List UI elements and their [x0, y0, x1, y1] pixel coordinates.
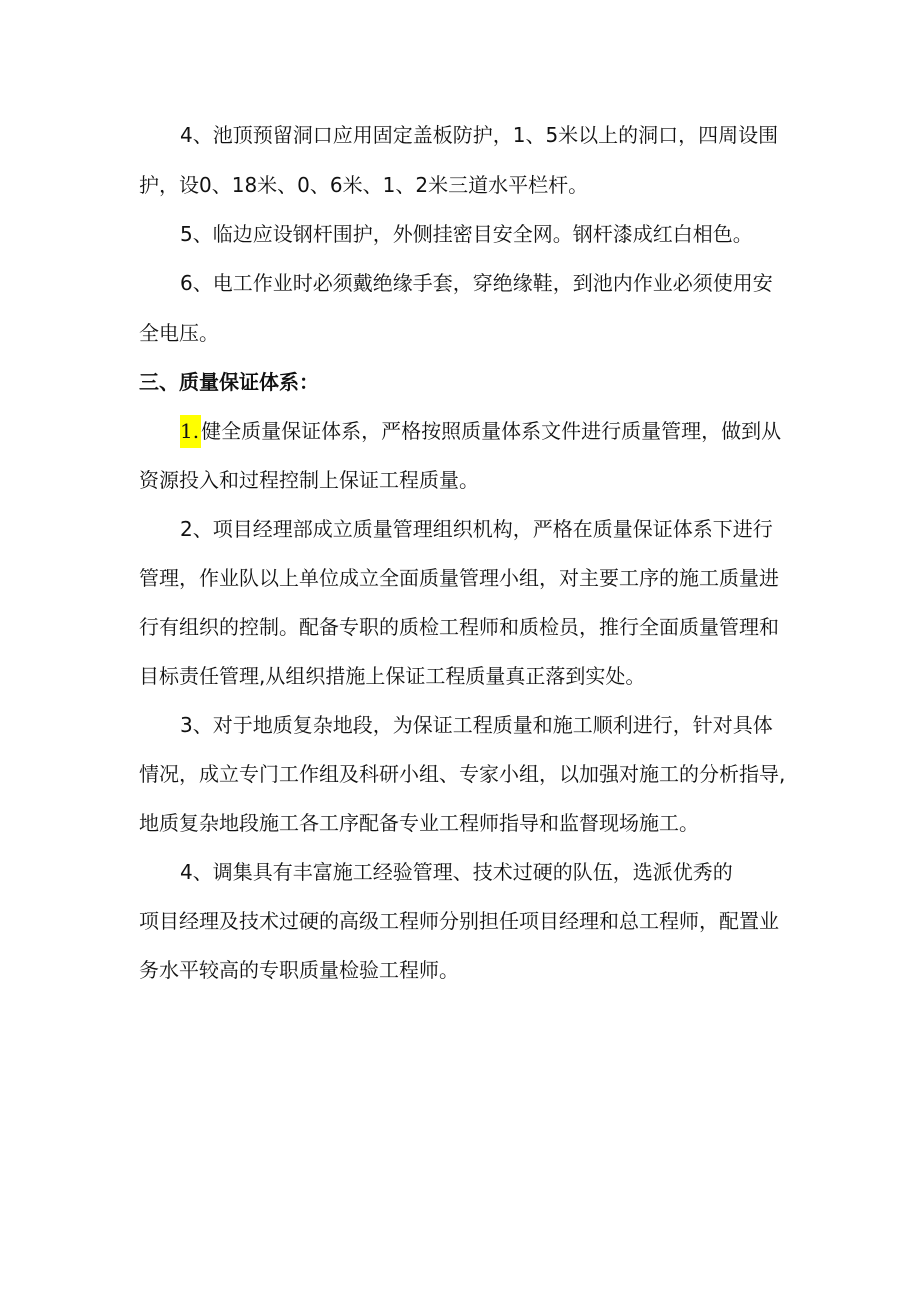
paragraph-2-quality-line-1: 2、项目经理部成立质量管理组织机构，严格在质量保证体系下进行: [180, 517, 773, 541]
paragraph-2-quality-line-2: 管理，作业队以上单位成立全面质量管理小组，对主要工序的施工质量进: [139, 566, 779, 590]
paragraph-1-quality-line-1: [180, 419, 781, 448]
paragraph-2-quality-line-3: 行有组织的控制。配备专职的质检工程师和质检员，推行全面质量管理和: [139, 615, 779, 639]
paragraph-5-safety-line-1: 5、临边应设钢杆围护，外侧挂密目安全网。钢杆漆成红白相色。: [180, 222, 753, 246]
paragraph-1-quality-line-2: 资源投入和过程控制上保证工程质量。: [139, 468, 479, 492]
paragraph-4-quality-line-1: 4、调集具有丰富施工经验管理、技术过硬的队伍，选派优秀的: [180, 860, 733, 884]
paragraph-4-safety-line-2: 护，设0、18米、0、6米、1、2米三道水平栏杆。: [139, 173, 589, 197]
paragraph-3-quality-line-1: 3、对于地质复杂地段，为保证工程质量和施工顺利进行，针对具体: [180, 713, 773, 737]
paragraph-4-safety-line-1: 4、池顶预留洞口应用固定盖板防护，1、5米以上的洞口，四周设围: [180, 123, 779, 147]
paragraph-6-safety-line-1: 6、电工作业时必须戴绝缘手套，穿绝缘鞋，到池内作业必须使用安: [180, 271, 773, 295]
paragraph-4-quality-line-2: 项目经理及技术过硬的高级工程师分别担任项目经理和总工程师，配置业: [139, 909, 779, 933]
section-heading-quality-assurance: 三、质量保证体系：: [139, 370, 319, 394]
highlighted-number: 1.: [180, 415, 201, 448]
paragraph-6-safety-line-2: 全电压。: [139, 321, 219, 345]
paragraph-3-quality-line-3: 地质复杂地段施工各工序配备专业工程师指导和监督现场施工。: [139, 811, 699, 835]
paragraph-3-quality-line-2: 情况，成立专门工作组及科研小组、专家小组，以加强对施工的分析指导,: [139, 762, 786, 786]
paragraph-2-quality-line-4: 目标责任管理,从组织措施上保证工程质量真正落到实处。: [139, 664, 646, 688]
paragraph-4-quality-line-3: 务水平较高的专职质量检验工程师。: [139, 958, 459, 982]
paragraph-1-quality-text: 健全质量保证体系，严格按照质量体系文件进行质量管理，做到从: [201, 419, 782, 443]
